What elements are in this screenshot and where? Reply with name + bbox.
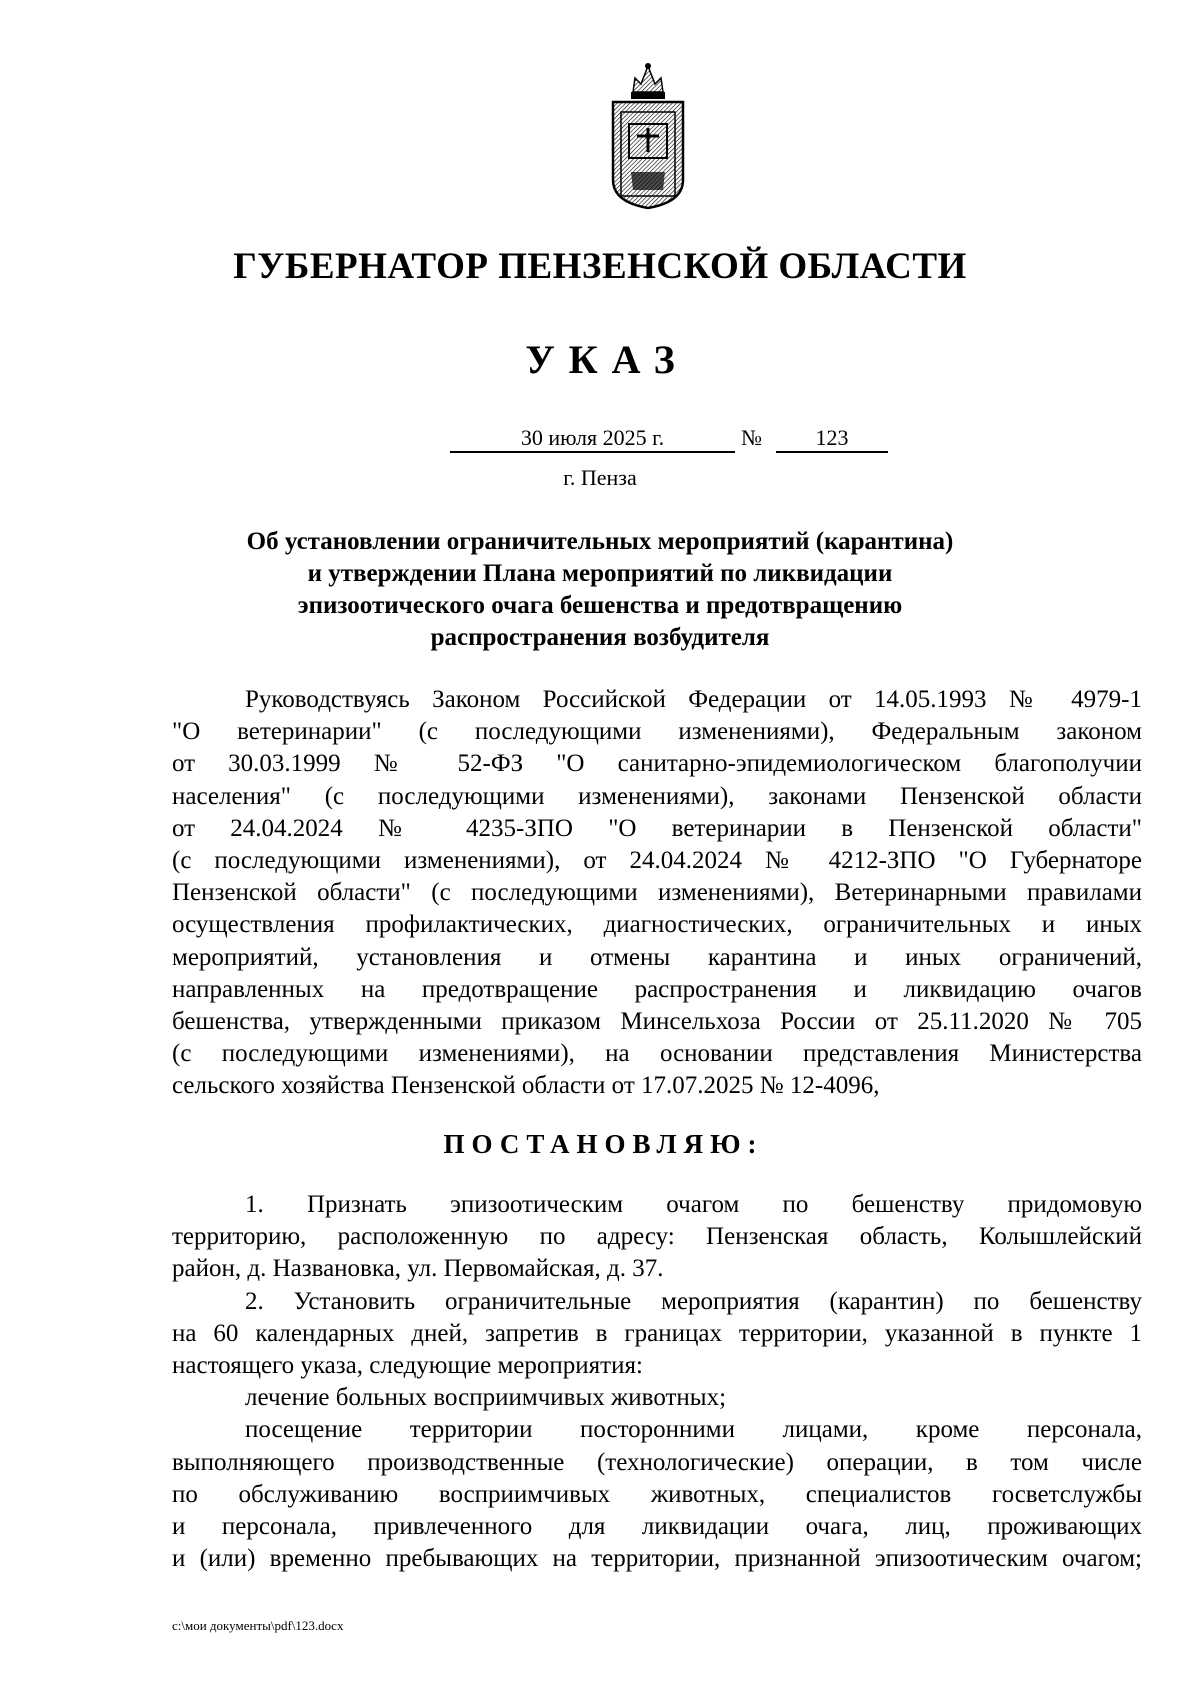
point-line: лечение больных восприимчивых животных; — [245, 1384, 727, 1412]
title-line: распространения возбудителя — [430, 624, 770, 651]
issuing-authority: ГУБЕРНАТОР ПЕНЗЕНСКОЙ ОБЛАСТИ — [233, 246, 967, 287]
point-line: 1. Признать эпизоотическим очагом по бешенству придомовую — [245, 1191, 1142, 1218]
point-line: по обслуживанию восприимчивых животных, специалистов госветслужбы — [172, 1480, 1142, 1508]
title-line: Об установлении ограничительных мероприятий (карантина) — [246, 528, 954, 555]
point-line: и (или) временно пребывающих на территории, признанной эпизоотическим очагом; — [172, 1545, 1142, 1573]
number-sign: № — [741, 425, 762, 450]
point-line: выполняющего производственные (технологические) операции, в том числе — [172, 1448, 1142, 1476]
document-type: УКАЗ — [525, 337, 689, 382]
preamble-line: "О ветеринарии" (с последующими изменениями), Федеральным законом — [172, 718, 1142, 746]
preamble-line: (с последующими изменениями), от 24.04.2024 № 4212-ЗПО "О Губернаторе — [172, 847, 1142, 875]
document-date: 30 июля 2025 г. — [450, 425, 735, 453]
point-line: 2. Установить ограничительные мероприятия (карантин) по бешенству — [245, 1287, 1142, 1315]
title-line: эпизоотического очага бешенства и предотвращению — [297, 592, 903, 619]
preamble-paragraph — [172, 684, 1142, 1103]
point-line: район, д. Названовка, ул. Первомайская, д. 37. — [172, 1255, 664, 1283]
resolve-heading: ПОСТАНОВЛЯЮ: — [443, 1129, 764, 1159]
document-number: 123 — [776, 425, 888, 453]
preamble-line: населения" (с последующими изменениями), законами Пензенской области — [172, 782, 1142, 810]
preamble-line: направленных на предотвращение распространения и ликвидацию очагов — [172, 975, 1142, 1003]
preamble-line: сельского хозяйства Пензенской области от 17.07.2025 № 12-4096, — [172, 1072, 880, 1100]
title-line: и утверждении Плана мероприятий по ликвидации — [307, 560, 893, 587]
file-path-footer: c:\мои документы\pdf\123.docx — [172, 1618, 344, 1633]
preamble-line: Пензенской области" (с последующими изменениями), Ветеринарными правилами — [172, 879, 1142, 907]
point-line: посещение территории посторонними лицами, кроме персонала, — [245, 1416, 1142, 1444]
point-line: территорию, расположенную по адресу: Пензенская область, Колышлейский — [172, 1223, 1142, 1251]
preamble-line: от 30.03.1999 № 52-ФЗ "О санитарно-эпидемиологическом благополучии — [172, 750, 1142, 778]
preamble-line: (с последующими изменениями), на основании представления Министерства — [172, 1040, 1142, 1068]
coat-of-arms-emblem — [607, 62, 689, 210]
preamble-line: мероприятий, установления и отмены карантина и иных ограничений, — [172, 943, 1142, 971]
preamble-line: от 24.04.2024 № 4235-ЗПО "О ветеринарии в Пензенской области" — [172, 814, 1142, 842]
document-city: г. Пенза — [563, 465, 637, 490]
point-line: настоящего указа, следующие мероприятия: — [172, 1352, 643, 1380]
preamble-line: Руководствуясь Законом Российской Федерации от 14.05.1993 № 4979-1 — [245, 686, 1142, 713]
preamble-line: бешенства, утвержденными приказом Минсельхоза России от 25.11.2020 № 705 — [172, 1008, 1142, 1036]
point-line: на 60 календарных дней, запретив в границах территории, указанной в пункте 1 — [172, 1319, 1142, 1347]
decree-points — [172, 1189, 1142, 1575]
point-line: и персонала, привлеченного для ликвидации очага, лиц, проживающих — [172, 1513, 1142, 1541]
document-title — [150, 526, 1050, 654]
preamble-line: осуществления профилактических, диагностических, ограничительных и иных — [172, 911, 1142, 939]
